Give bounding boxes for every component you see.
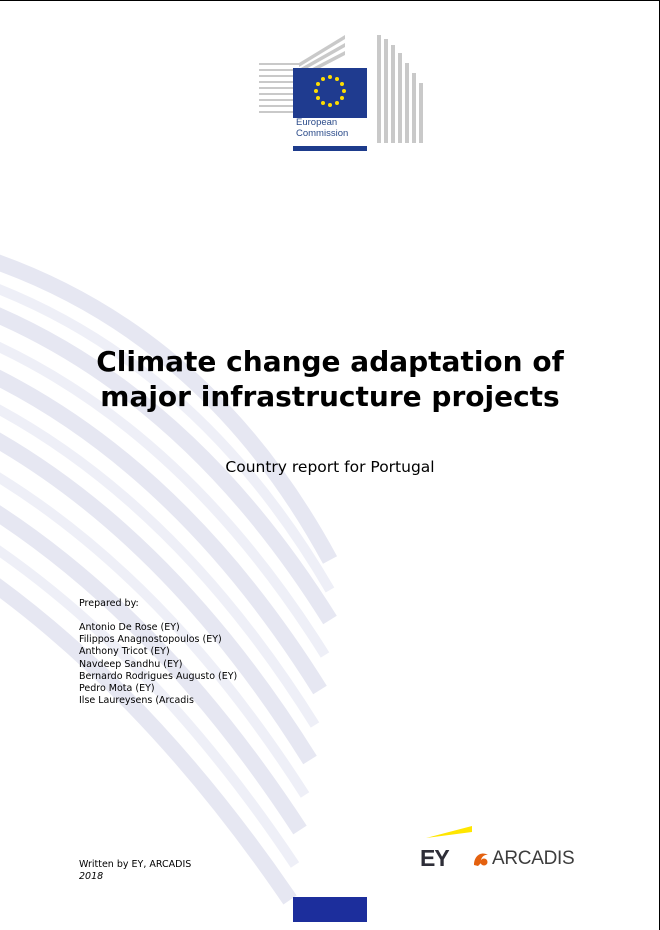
bottom-blue-bar	[293, 897, 367, 922]
written-by: Written by EY, ARCADIS 2018	[79, 859, 192, 882]
author-item: Navdeep Sandhu (EY)	[79, 658, 183, 670]
author-item: Bernardo Rodrigues Augusto (EY)	[79, 670, 238, 682]
author-item: Antonio De Rose (EY)	[79, 622, 180, 633]
author-item: Filippos Anagnostopoulos (EY)	[79, 634, 222, 646]
ec-logo-underline	[293, 146, 367, 151]
author-item: Pedro Mota (EY)	[79, 683, 155, 695]
arcadis-wordmark: ARCADIS	[492, 848, 575, 869]
author-item: Anthony Tricot (EY)	[79, 646, 170, 658]
report-subtitle: Country report for Portugal	[225, 458, 435, 476]
report-title: Climate change adaptation of major infrastructure projects	[96, 345, 564, 413]
arcadis-icon	[472, 849, 492, 869]
european-commission-wordmark: European Commission	[296, 117, 349, 139]
ey-wordmark: EY	[420, 845, 449, 871]
author-item: Ilse Laureysens (Arcadis	[79, 695, 194, 707]
author-list	[79, 622, 237, 707]
prepared-by-label: Prepared by:	[79, 598, 139, 609]
publication-year: 2018	[79, 871, 104, 882]
